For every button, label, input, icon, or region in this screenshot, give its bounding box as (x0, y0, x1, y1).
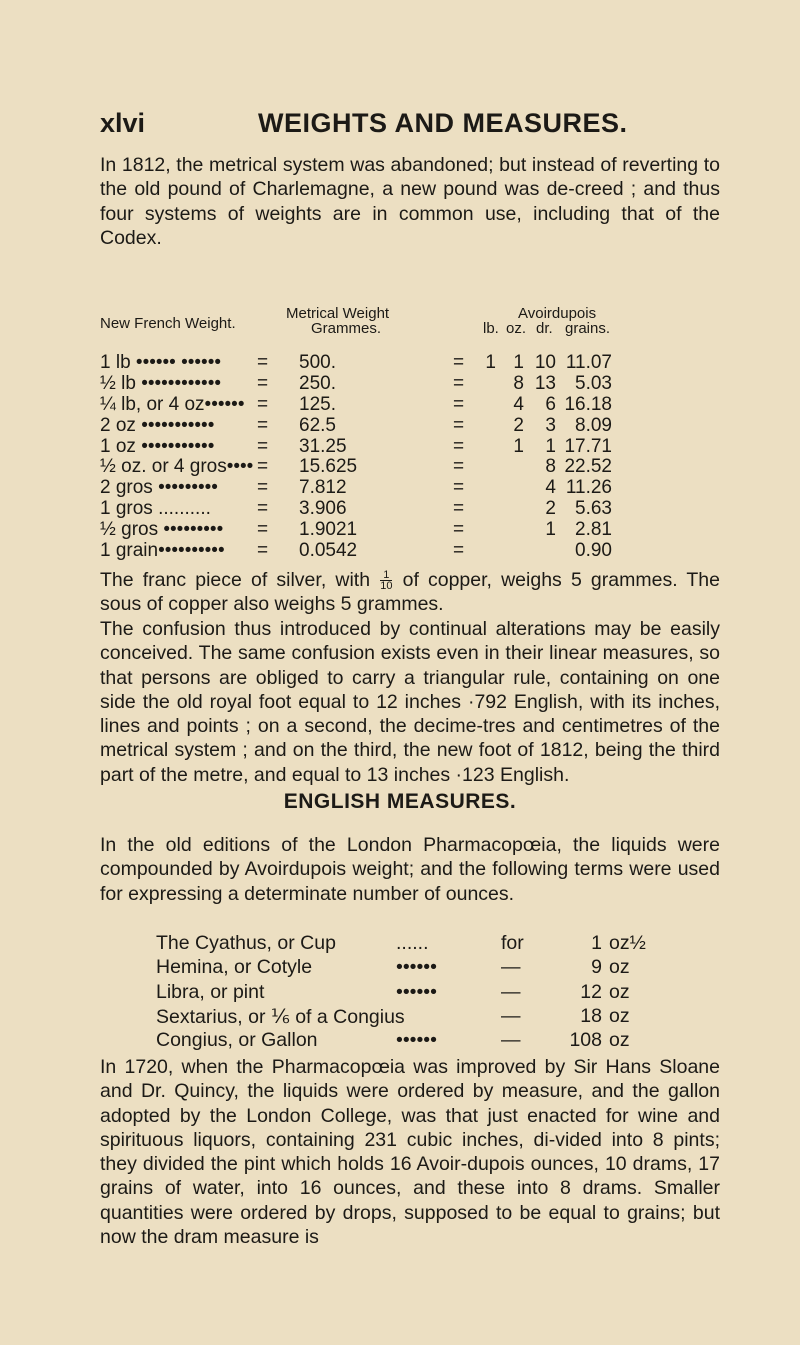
measure-unit: oz (609, 956, 630, 979)
cell-eq2: = (453, 498, 465, 520)
measure-row (156, 932, 676, 956)
measure-unit: oz (609, 980, 630, 1003)
measure-dots: •••••• (396, 956, 437, 979)
measure-unit: oz (609, 1004, 630, 1027)
cell-grains: 22.52 (564, 456, 612, 478)
table-row (100, 540, 720, 561)
cell-name: 1 oz ••••••••••• (100, 435, 215, 457)
col-metric-header: Metrical Weight (286, 305, 390, 322)
measure-num: 1 (591, 932, 602, 954)
cell-grains: 16.18 (564, 393, 612, 415)
cell-eq2: = (453, 540, 465, 562)
cell-dr: 13 (534, 372, 556, 394)
intro-paragraph: In 1812, the metrical system was abandoned; but instead of reverting to the old pound of Charlemagne, a new pound was de-creed ; and thus four systems of weights are in common use, including that of the Codex. (100, 154, 720, 249)
cell-name: 2 gros ••••••••• (100, 477, 218, 499)
measure-num: 18 (580, 1004, 602, 1027)
para-1720: In 1720, when the Pharmacopœia was improved by Sir Hans Sloane and Dr. Quincy, the liquids were ordered by measure, and the gallon adopted by the London College, was that just enacted for wine and spirituous liquors, containing 231 cubic inches, di-vided into 8 pints; they divided the pint which holds 16 Avoir-dupois ounces, 10 drams, 17 grains of water, into 16 ounces, and these into 8 drams. Smaller quantities were ordered by drops, supposed to be equal to grains; but now the dram measure is (100, 1056, 720, 1249)
cell-grammes: 0.0542 (299, 540, 358, 562)
cell-grains: 5.63 (575, 498, 612, 520)
measure-num: 108 (569, 1029, 602, 1052)
cell-eq2: = (453, 372, 465, 394)
running-title: WEIGHTS AND MEASURES. (258, 108, 628, 138)
measure-row (156, 1029, 676, 1053)
cell-eq2: = (453, 519, 465, 541)
cell-name: 1 grain•••••••••• (100, 540, 225, 562)
cell-eq: = (257, 498, 269, 520)
cell-eq: = (257, 372, 269, 394)
cell-eq2: = (453, 477, 465, 499)
cell-dr: 3 (545, 414, 556, 436)
confusion-paragraph: The confusion thus introduced by continual alterations may be easily conceived. The same confusion exists even in their linear measures, so that persons are obliged to carry a triangular rule, containing on one side the old royal foot equal to 12 inches ·792 English, with its inches, lines and points ; on a second, the decime-tres and centimetres of the metrical system ; and on the third, the new foot of 1812, being the third part of the metre, and equal to 13 inches ·123 English. (100, 618, 720, 786)
cell-lb: 1 (485, 352, 496, 373)
franc-text-b: of copper, weighs 5 grammes. The sous of copper also weighs 5 grammes. (100, 569, 720, 616)
measure-row (156, 956, 676, 980)
cell-name: 2 oz ••••••••••• (100, 414, 215, 436)
cell-dr: 2 (545, 498, 556, 520)
col-avoir-header: Avoirdupois (518, 305, 597, 322)
english-measures-heading: ENGLISH MEASURES. (283, 790, 517, 813)
col-oz-header: oz. (506, 320, 527, 337)
cell-eq: = (257, 414, 269, 436)
cell-dr: 1 (545, 519, 556, 541)
cell-eq: = (257, 393, 269, 415)
measures-body (156, 932, 676, 1053)
cell-eq: = (257, 352, 269, 373)
measure-num: 9 (591, 956, 602, 979)
cell-oz: 2 (513, 414, 524, 436)
cell-eq: = (257, 477, 269, 499)
cell-oz: 4 (513, 393, 524, 415)
cell-eq: = (257, 540, 269, 562)
measure-name: The Cyathus, or Cup (156, 932, 336, 954)
measure-dots: •••••• (396, 1029, 437, 1052)
cell-grains: 17.71 (564, 435, 612, 457)
cell-grammes: 15.625 (299, 456, 358, 478)
cell-name: ½ lb •••••••••••• (100, 372, 222, 394)
measure-unit: oz (609, 1029, 630, 1052)
measure-name: Congius, or Gallon (156, 1029, 318, 1052)
measure-for: — (501, 1004, 521, 1027)
cell-dr: 1 (545, 435, 556, 457)
cell-grains: 11.07 (565, 352, 612, 373)
measure-dots: ...... (396, 932, 429, 954)
cell-oz: 1 (513, 352, 524, 373)
cell-name: ½ gros ••••••••• (100, 519, 224, 541)
cell-grammes: 1.9021 (299, 519, 358, 541)
old-editions-paragraph: In the old editions of the London Pharmacopœia, the liquids were compounded by Avoirdupois weight; and the following terms were used for expressing a determinate number of ounces. (100, 834, 720, 905)
cell-grammes: 7.812 (299, 477, 347, 499)
table-row (100, 519, 720, 540)
measure-row (156, 1005, 676, 1029)
cell-eq: = (257, 519, 269, 541)
cell-eq2: = (453, 352, 465, 373)
cell-grains: 11.26 (565, 477, 612, 499)
measure-row (156, 981, 676, 1005)
fraction-denominator: 10 (380, 580, 393, 593)
page-number: xlvi (100, 108, 146, 138)
cell-eq2: = (453, 414, 465, 436)
table-row (100, 436, 720, 457)
table-header (100, 306, 720, 352)
cell-grammes: 500. (299, 352, 336, 373)
table-row (100, 498, 720, 519)
cell-eq: = (257, 456, 269, 478)
cell-grammes: 62.5 (299, 414, 336, 436)
measure-name: Sextarius, or ⅙ of a Congius (156, 1005, 405, 1028)
table-row (100, 415, 720, 436)
cell-eq2: = (453, 435, 465, 457)
col-dr-header: dr. (536, 320, 553, 337)
measure-for: — (501, 1029, 521, 1052)
franc-paragraph (100, 568, 720, 617)
table-row (100, 352, 720, 373)
cell-oz: 1 (513, 435, 524, 457)
measure-name: Libra, or pint (156, 980, 265, 1003)
cell-grammes: 3.906 (299, 498, 347, 520)
table-row (100, 477, 720, 498)
measure-num: 12 (580, 980, 602, 1003)
cell-grammes: 250. (299, 372, 336, 394)
weights-table (100, 306, 720, 561)
cell-eq2: = (453, 393, 465, 415)
cell-dr: 4 (545, 477, 556, 499)
table-row (100, 394, 720, 415)
fraction-one-tenth (380, 570, 392, 591)
col-metric-subheader: Grammes. (311, 320, 382, 337)
cell-eq: = (257, 435, 269, 457)
table-body (100, 352, 720, 561)
cell-name: ¼ lb, or 4 oz•••••• (100, 393, 245, 415)
cell-oz: 8 (513, 372, 524, 394)
cell-dr: 8 (545, 456, 556, 478)
cell-grains: 0.90 (575, 540, 612, 562)
franc-text-a: The franc piece of silver, with (100, 569, 371, 591)
cell-name: ½ oz. or 4 gros•••• (100, 456, 254, 478)
cell-dr: 6 (545, 393, 556, 415)
cell-grains: 8.09 (575, 414, 612, 436)
measures-list (156, 932, 676, 1053)
col-lb-header: lb. (483, 320, 499, 337)
cell-grammes: 31.25 (299, 435, 347, 457)
page-header (100, 108, 720, 148)
cell-name: 1 lb •••••• •••••• (100, 352, 222, 373)
cell-eq2: = (453, 456, 465, 478)
table-row (100, 456, 720, 477)
measure-name: Hemina, or Cotyle (156, 956, 313, 979)
table-row (100, 373, 720, 394)
measure-for: — (501, 956, 521, 979)
col-french-header: New French Weight. (100, 315, 236, 332)
cell-dr: 10 (534, 352, 556, 373)
cell-name: 1 gros .......... (100, 498, 211, 520)
measure-for: for (501, 932, 524, 954)
measure-unit: oz½ (609, 932, 646, 954)
cell-grammes: 125. (299, 393, 336, 415)
cell-grains: 5.03 (575, 372, 612, 394)
cell-grains: 2.81 (575, 519, 612, 541)
fraction-numerator: 1 (380, 570, 392, 581)
measure-dots: •••••• (396, 980, 437, 1003)
measure-for: — (501, 980, 521, 1003)
col-grains-header: grains. (565, 320, 611, 337)
